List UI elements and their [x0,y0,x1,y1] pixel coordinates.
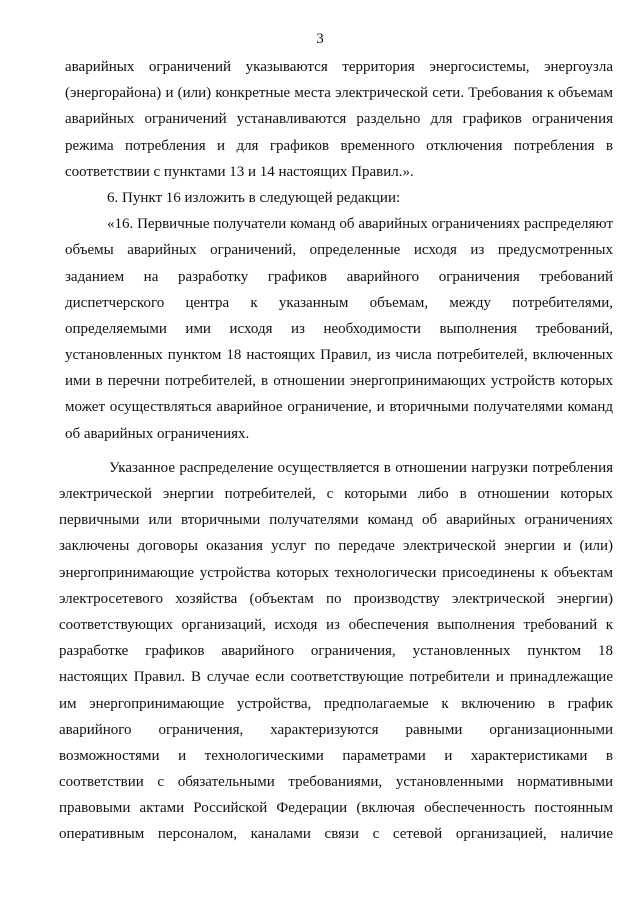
text-line: заключены договоры оказания услуг по передаче электрической энергии и (или) [59,538,613,555]
text-line: ими в перечни потребителей, в отношении энергопринимающих устройств которых [65,373,613,390]
text-line: соответствующих организаций, исходя из обеспечения выполнения требований к [59,616,613,633]
text-line: возможностями и технологическими параметрами и характеристиками в [59,747,613,764]
text-line: соответствии с обязательными требованиями, установленными нормативными [59,774,613,791]
text-line: может осуществляться аварийное ограничение, и вторичными получателями команд [65,399,613,416]
text-line: оперативным персоналом, каналами связи с сетевой организацией, наличие [59,826,613,843]
text-line: диспетчерского центра к указанным объемам, между потребителями, [65,294,613,311]
text-line: аварийных ограничений указываются территория энергосистемы, энергоузла [65,59,613,75]
text-line: установленных пунктом 18 настоящих Правил, из числа потребителей, включенных [65,347,613,364]
text-line: Указанное распределение осуществляется в отношении нагрузки потребления [109,459,613,476]
paragraph-gap [65,447,613,455]
page-number: 3 [316,31,324,47]
text-line: (энергорайона) и (или) конкретные места электрической сети. Требования к объемам [65,85,613,102]
text-line: определяемыми ими исходя из необходимости выполнения требований, [65,320,613,337]
text-line: им энергопринимающие устройства, предполагаемые к включению в график [59,695,613,712]
document-body [59,54,613,848]
text-line: «16. Первичные получатели команд об аварийных ограничениях распределяют [107,216,613,233]
text-line: правовыми актами Российской Федерации (включая обеспеченность постоянным [59,800,613,817]
text-line: энергопринимающие устройства которых технологически присоединены к объектам [59,564,613,581]
text-line: режима потребления и для графиков временного отключения потребления в [65,137,613,154]
text-line: соответствии с пунктами 13 и 14 настоящих Правил.». [65,163,414,180]
text-line: аварийных ограничений устанавливаются раздельно для графиков ограничения [65,111,613,128]
text-line: объемы аварийных ограничений, определенные исходя из предусмотренных [65,242,613,259]
text-line: аварийного ограничения, характеризуются равными организационными [59,721,613,738]
text-line: электросетевого хозяйства (объектам по производству электрической энергии) [59,590,613,607]
text-line: первичными или вторичными получателями команд об аварийных ограничениях [59,512,613,529]
text-line: 6. Пункт 16 изложить в следующей редакции: [107,189,401,206]
text-line: настоящих Правил. В случае если соответствующие потребители и принадлежащие [59,669,613,686]
text-line: разработке графиков аварийного ограничения, установленных пунктом 18 [59,643,613,660]
text-line: электрической энергии потребителей, с которыми либо в отношении которых [59,486,613,502]
text-line: заданием на разработку графиков аварийного ограничения требований [65,268,613,285]
text-line: об аварийных ограничениях. [65,425,250,442]
